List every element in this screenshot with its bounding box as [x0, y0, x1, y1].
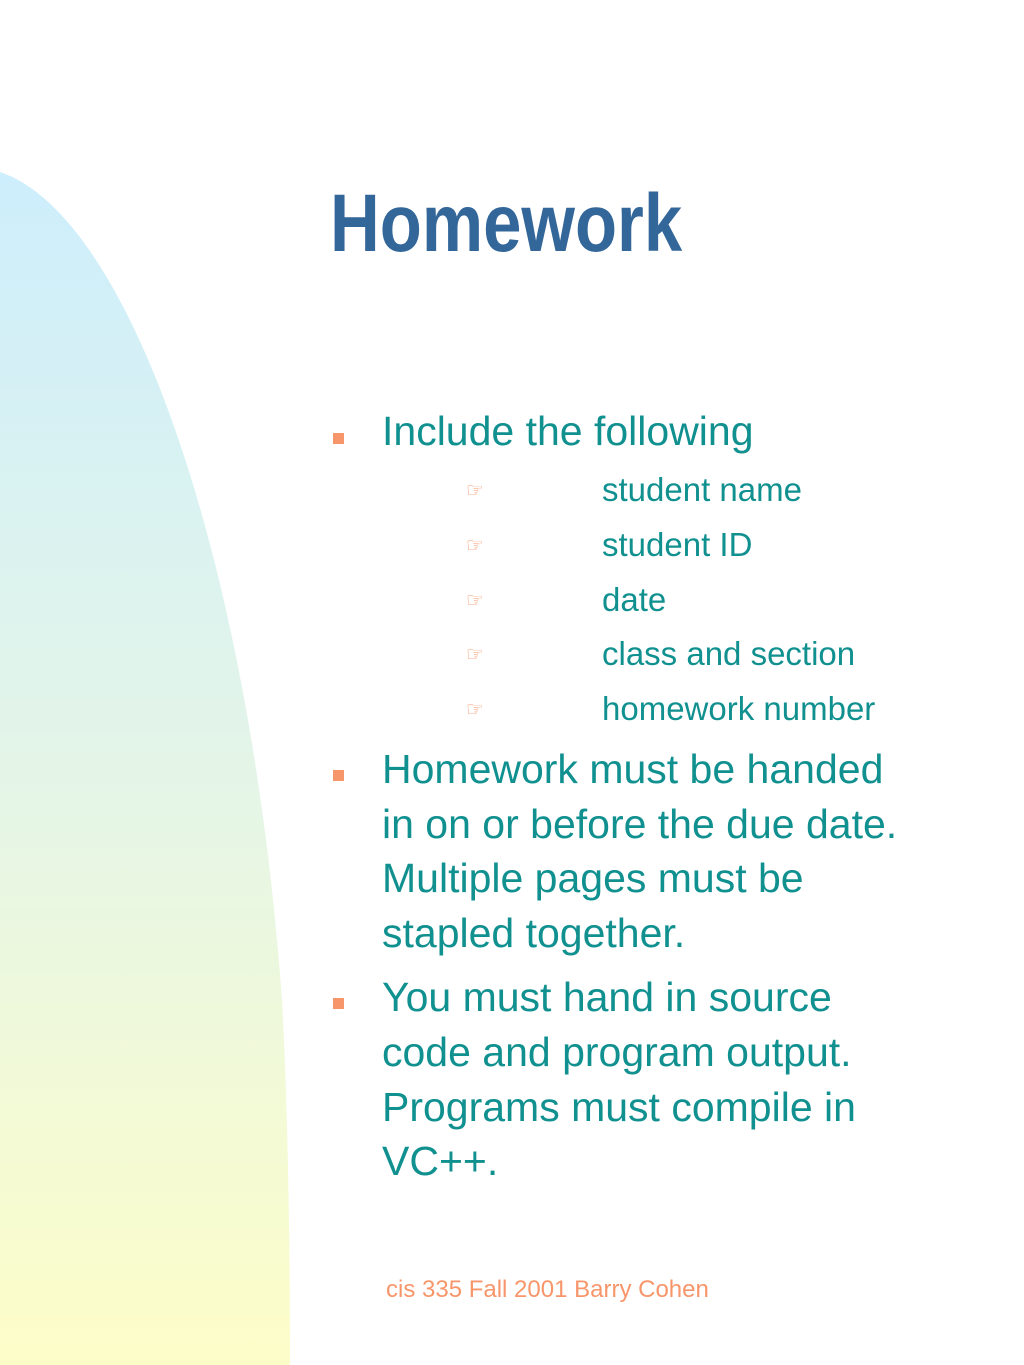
bullet-source-line: VC++. [382, 1138, 499, 1184]
sub-item-student-name: student name [602, 471, 802, 508]
bullet-marker [333, 433, 344, 444]
bullet-marker [333, 998, 344, 1009]
bullet-source-line: Programs must compile in [382, 1084, 856, 1130]
sub-item-date: date [602, 581, 667, 618]
sub-item-homework-number: homework number [602, 690, 876, 727]
pointing-hand-icon: ☞ [466, 697, 484, 721]
slide-title: Homework [330, 178, 683, 269]
bullet-include-text: Include the following [382, 408, 754, 454]
bullet-handin-line: Multiple pages must be [382, 855, 804, 901]
bullet-handin-line: Homework must be handed [382, 746, 884, 792]
bullet-handin-line: stapled together. [382, 910, 686, 956]
sub-item-student-id: student ID [602, 526, 753, 563]
pointing-hand-icon: ☞ [466, 642, 484, 666]
bullet-handin-line: in on or before the due date. [382, 801, 898, 847]
bullet-source-line: code and program output. [382, 1029, 852, 1075]
pointing-hand-icon: ☞ [466, 478, 484, 502]
slide-footer: cis 335 Fall 2001 Barry Cohen [386, 1276, 709, 1303]
bullet-source-line: You must hand in source [382, 974, 832, 1020]
bullet-marker [333, 770, 344, 781]
pointing-hand-icon: ☞ [466, 588, 484, 612]
sub-item-class-section: class and section [602, 635, 856, 672]
pointing-hand-icon: ☞ [466, 533, 484, 557]
